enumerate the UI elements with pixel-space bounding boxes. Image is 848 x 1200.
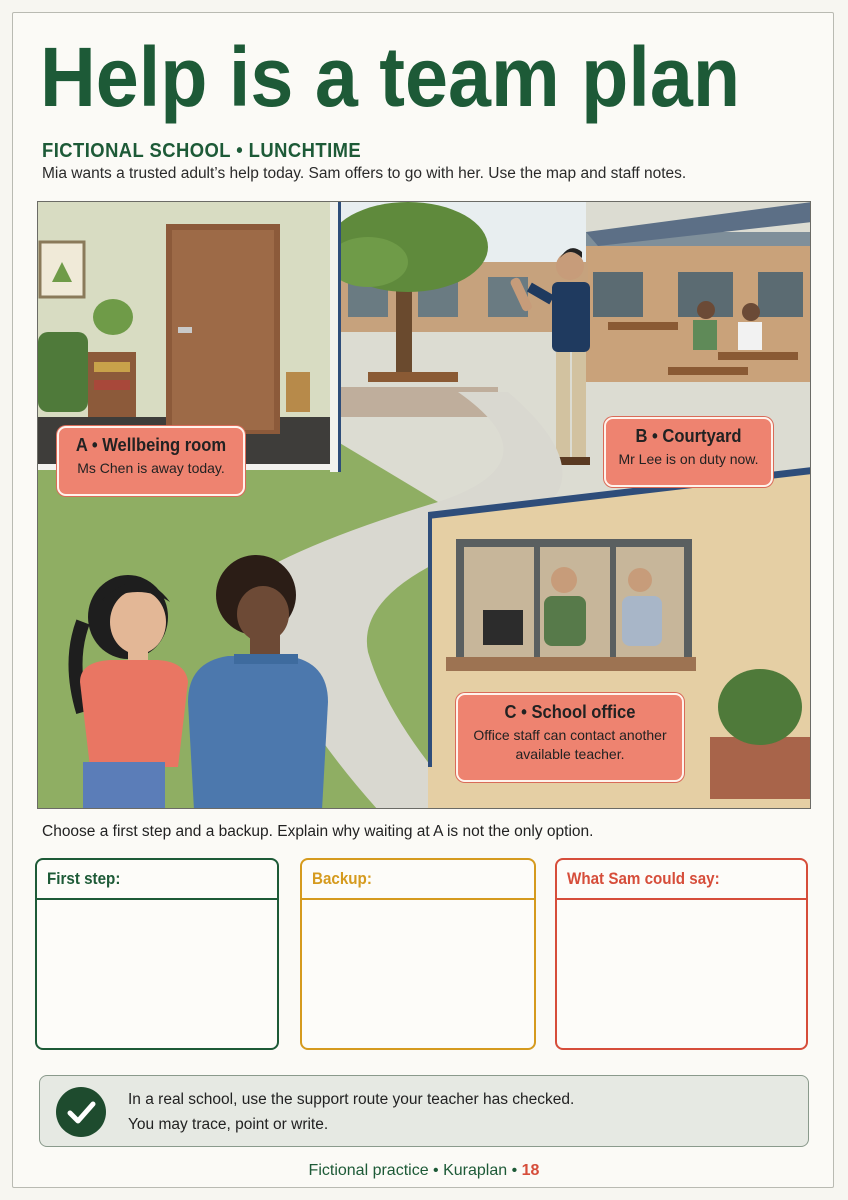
answer-box-backup[interactable] xyxy=(300,858,536,1050)
location-note: Mr Lee is on duty now. xyxy=(618,451,759,467)
page-subtitle: FICTIONAL SCHOOL • LUNCHTIME xyxy=(42,140,362,162)
location-title: A • Wellbeing room xyxy=(75,435,227,455)
page-title: Help is a team plan xyxy=(40,30,741,124)
note-line-1: In a real school, use the support route your teacher has checked. xyxy=(128,1091,575,1108)
safety-note xyxy=(39,1075,809,1147)
callout-wellbeing-room xyxy=(57,426,245,496)
page-footer xyxy=(0,1162,848,1180)
check-icon xyxy=(56,1087,106,1137)
answer-box-label: What Sam could say: xyxy=(557,860,806,900)
page-number: 18 xyxy=(521,1162,540,1179)
school-map-illustration xyxy=(37,201,811,809)
location-title: B • Courtyard xyxy=(635,426,742,446)
location-note: Ms Chen is away today. xyxy=(77,460,225,476)
callout-school-office xyxy=(456,693,684,782)
footer-text: Fictional practice • Kuraplan • xyxy=(308,1162,518,1179)
task-prompt: Choose a first step and a backup. Explain why waiting at A is not the only option. xyxy=(42,823,594,840)
location-note: Office staff can contact another available teacher. xyxy=(473,727,667,762)
answer-box-what-sam-could-say[interactable] xyxy=(555,858,808,1050)
callout-courtyard xyxy=(604,417,773,487)
answer-box-first-step[interactable] xyxy=(35,858,279,1050)
answer-box-label: First step: xyxy=(37,860,277,900)
intro-text: Mia wants a trusted adult’s help today. Sam offers to go with her. Use the map and staff notes. xyxy=(42,165,687,182)
answer-box-label: Backup: xyxy=(302,860,534,900)
location-title: C • School office xyxy=(504,702,636,722)
note-line-2: You may trace, point or write. xyxy=(128,1116,329,1133)
